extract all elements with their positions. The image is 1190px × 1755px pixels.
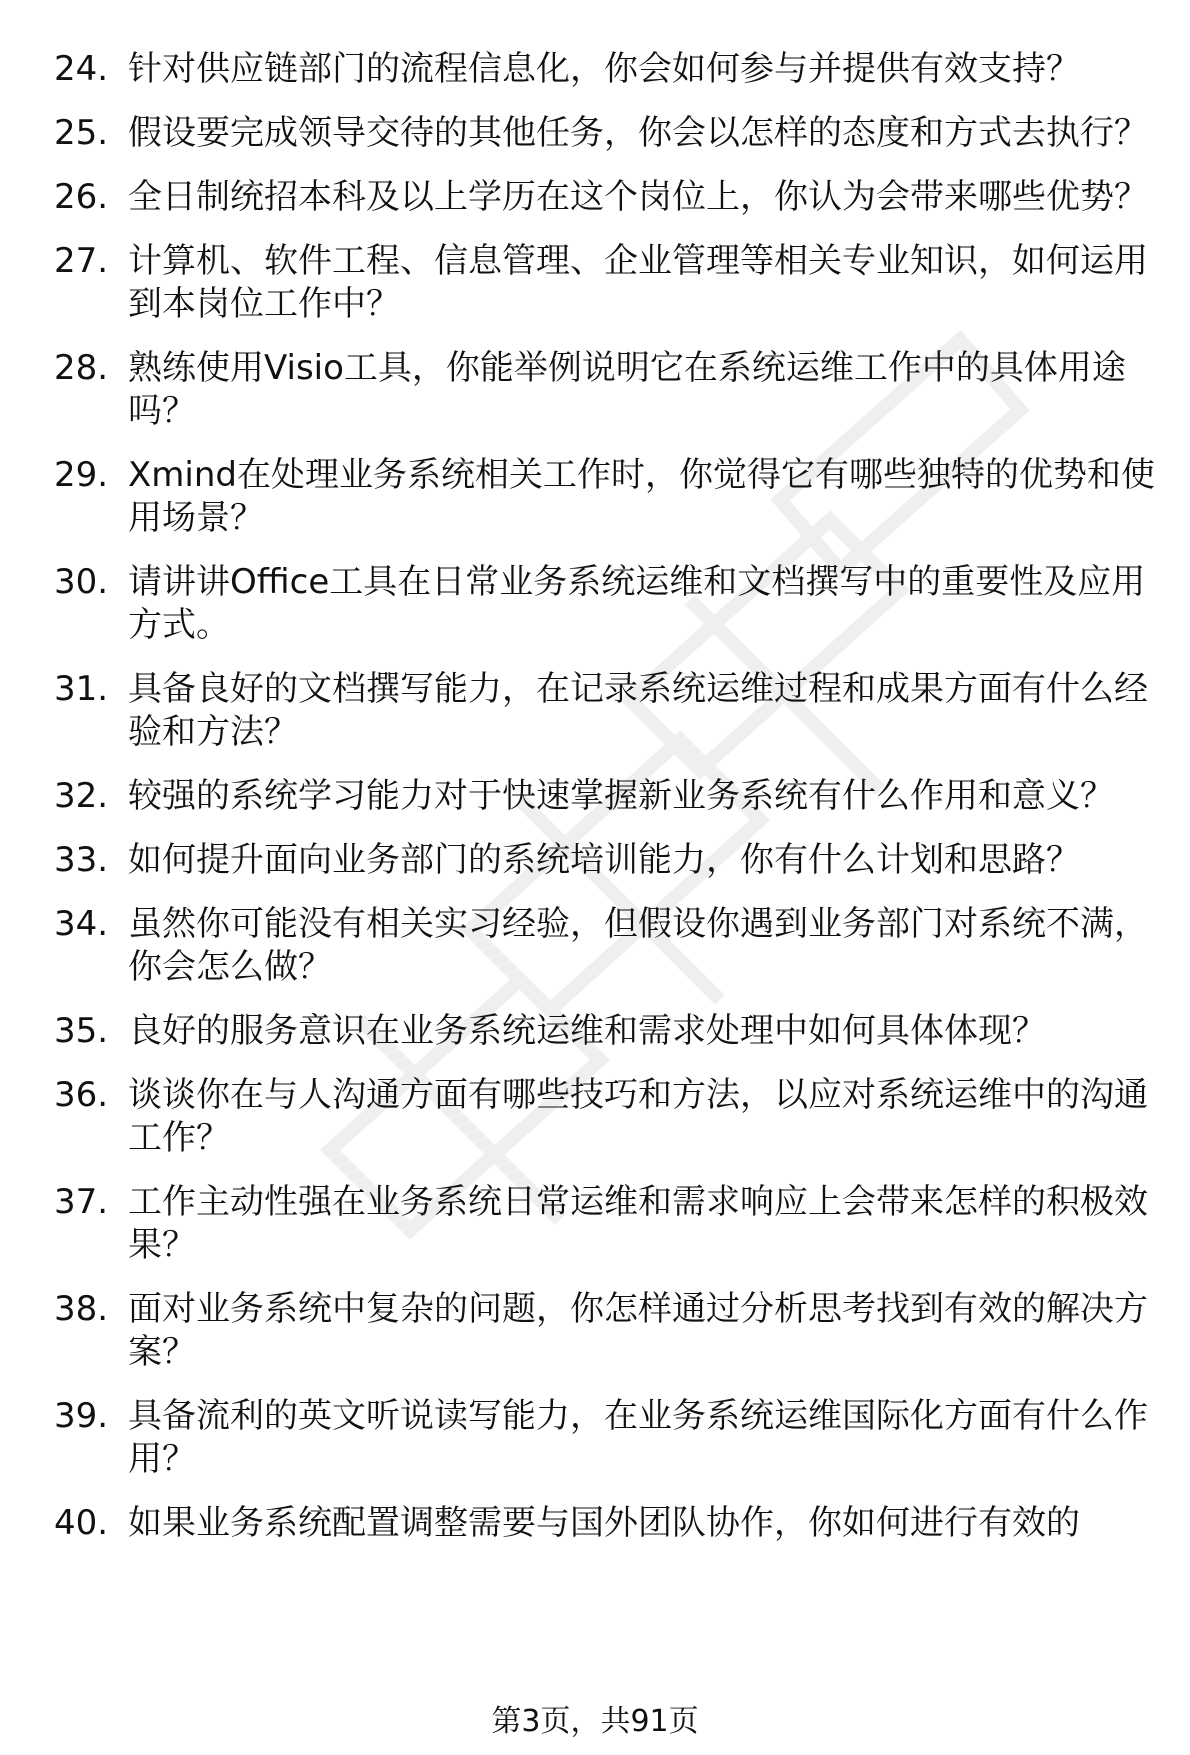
question-text: 如何提升面向业务部门的系统培训能力，你有什么计划和思路？ (128, 840, 1080, 880)
question-number: 28. (54, 348, 109, 388)
question-text: 谈谈你在与人沟通方面有哪些技巧和方法，以应对系统运维中的沟通工作？ (128, 1075, 1148, 1158)
page-number-label: 第3页，共91页 (491, 1704, 699, 1739)
question-text: 针对供应链部门的流程信息化，你会如何参与并提供有效支持？ (128, 49, 1080, 89)
question-text: 虽然你可能没有相关实习经验，但假设你遇到业务部门对系统不满，你会怎么做？ (128, 904, 1148, 987)
question-item (54, 839, 1158, 882)
question-number: 34. (54, 904, 109, 944)
question-item (54, 903, 1158, 989)
question-item (54, 48, 1158, 91)
question-number: 31. (54, 669, 109, 709)
question-number: 29. (54, 455, 109, 495)
question-number: 30. (54, 562, 109, 602)
question-item (54, 1502, 1158, 1545)
question-number: 36. (54, 1075, 109, 1115)
question-text: 具备良好的文档撰写能力，在记录系统运维过程和成果方面有什么经验和方法？ (128, 669, 1148, 752)
question-item (54, 668, 1158, 754)
question-number: 40. (54, 1503, 109, 1543)
question-item (54, 775, 1158, 818)
question-text: 全日制统招本科及以上学历在这个岗位上，你认为会带来哪些优势？ (128, 177, 1148, 217)
question-text: 计算机、软件工程、信息管理、企业管理等相关专业知识，如何运用到本岗位工作中？ (128, 241, 1148, 324)
question-item (54, 1074, 1158, 1160)
question-text: 较强的系统学习能力对于快速掌握新业务系统有什么作用和意义？ (128, 776, 1114, 816)
question-text: Xmind在处理业务系统相关工作时，你觉得它有哪些独特的优势和使用场景？ (128, 455, 1155, 538)
question-number: 32. (54, 776, 109, 816)
question-item (54, 1395, 1158, 1481)
question-number: 24. (54, 49, 109, 89)
question-item (54, 176, 1158, 219)
question-item (54, 454, 1158, 540)
question-number: 33. (54, 840, 109, 880)
question-text: 工作主动性强在业务系统日常运维和需求响应上会带来怎样的积极效果？ (128, 1182, 1148, 1265)
question-number: 25. (54, 113, 109, 153)
question-number: 26. (54, 177, 109, 217)
question-list (54, 48, 1158, 1566)
question-number: 39. (54, 1396, 109, 1436)
question-text: 熟练使用Visio工具，你能举例说明它在系统运维工作中的具体用途吗？ (128, 348, 1126, 431)
question-item (54, 112, 1158, 155)
question-text: 如果业务系统配置调整需要与国外团队协作，你如何进行有效的 (128, 1503, 1080, 1543)
question-item (54, 561, 1158, 647)
question-number: 27. (54, 241, 109, 281)
question-number: 37. (54, 1182, 109, 1222)
question-item (54, 1181, 1158, 1267)
question-item (54, 240, 1158, 326)
question-text: 具备流利的英文听说读写能力，在业务系统运维国际化方面有什么作用？ (128, 1396, 1148, 1479)
question-text: 假设要完成领导交待的其他任务，你会以怎样的态度和方式去执行？ (128, 113, 1148, 153)
question-item (54, 1288, 1158, 1374)
question-text: 良好的服务意识在业务系统运维和需求处理中如何具体体现？ (128, 1011, 1046, 1051)
question-text: 面对业务系统中复杂的问题，你怎样通过分析思考找到有效的解决方案？ (128, 1289, 1148, 1372)
question-text: 请讲讲Office工具在日常业务系统运维和文档撰写中的重要性及应用方式。 (128, 562, 1146, 645)
question-item (54, 1010, 1158, 1053)
question-number: 35. (54, 1011, 109, 1051)
question-item (54, 347, 1158, 433)
question-number: 38. (54, 1289, 109, 1329)
page-footer (0, 1704, 1190, 1740)
